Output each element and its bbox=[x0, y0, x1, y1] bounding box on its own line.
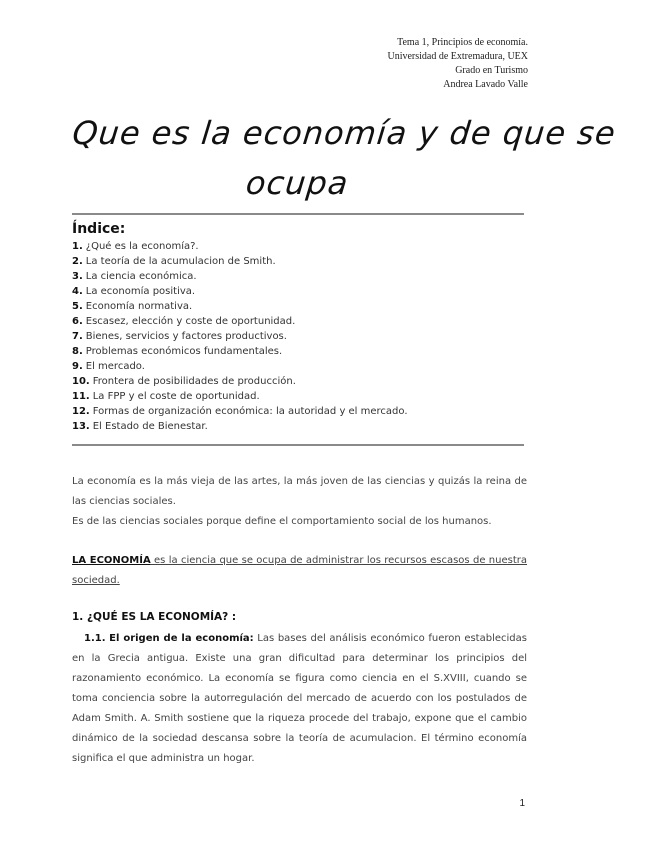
index-item: 9. El mercado. bbox=[72, 361, 145, 372]
index-item: 10. Frontera de posibilidades de producción. bbox=[72, 376, 296, 387]
bottom-divider bbox=[72, 444, 524, 446]
definition-paragraph bbox=[72, 551, 527, 591]
section-heading: 1. ¿QUÉ ES LA ECONOMÍA? : bbox=[72, 611, 237, 623]
document-header bbox=[387, 36, 528, 92]
index-item: 1. ¿Qué es la economía?. bbox=[72, 241, 199, 252]
index-item: 12. Formas de organización económica: la autoridad y el mercado. bbox=[72, 406, 408, 417]
section-body-paragraph bbox=[72, 629, 527, 769]
definition-term: LA ECONOMÍA bbox=[72, 555, 151, 566]
header-degree: Grado en Turismo bbox=[455, 65, 528, 76]
intro-sentence-2: Es de las ciencias sociales porque define el comportamiento social de los humanos. bbox=[72, 516, 492, 527]
index-item: 13. El Estado de Bienestar. bbox=[72, 421, 208, 432]
page-number: 1 bbox=[519, 798, 525, 809]
index-item: 6. Escasez, elección y coste de oportunidad. bbox=[72, 316, 296, 327]
index-item: 4. La economía positiva. bbox=[72, 286, 196, 297]
document-title bbox=[65, 108, 618, 208]
index-item: 11. La FPP y el coste de oportunidad. bbox=[72, 391, 260, 402]
header-course: Tema 1, Principios de economía. bbox=[397, 37, 528, 48]
intro-sentence-1: La economía es la más vieja de las artes, la más joven de las ciencias y quizás la reina de las ciencias sociales. bbox=[72, 476, 527, 507]
subsection-body: Las bases del análisis económico fueron establecidas en la Grecia antigua. Existe una gran dificultad para determinar los principios del razonamiento económico. La economía se figura como ciencia en el S.XVIII, cuando se toma conciencia sobre la autorregulación del mercado de acuerdo con los postulados de Adam Smith. A. Smith sostiene que la riqueza procede del trabajo, expone que el cambio dinámico de la sociedad descansa sobre la teoría de acumulacion. El término economía significa el que administra un hogar. bbox=[72, 633, 527, 764]
header-author: Andrea Lavado Valle bbox=[443, 79, 528, 90]
index-item: 7. Bienes, servicios y factores productivos. bbox=[72, 331, 287, 342]
index-heading: Índice: bbox=[72, 221, 126, 237]
subsection-title: El origen de la economía: bbox=[109, 633, 254, 644]
intro-paragraph bbox=[72, 472, 527, 532]
index-item: 8. Problemas económicos fundamentales. bbox=[72, 346, 283, 357]
header-university: Universidad de Extremadura, UEX bbox=[387, 51, 528, 62]
title-line-2: ocupa bbox=[244, 164, 351, 202]
index-item: 5. Economía normativa. bbox=[72, 301, 193, 312]
index-item: 3. La ciencia económica. bbox=[72, 271, 197, 282]
definition-text: es la ciencia que se ocupa de administrar los recursos escasos de nuestra sociedad. bbox=[72, 555, 527, 586]
index-item: 2. La teoría de la acumulacion de Smith. bbox=[72, 256, 276, 267]
top-divider bbox=[72, 213, 524, 215]
subsection-number: 1.1. bbox=[84, 633, 106, 644]
title-line-1: Que es la economía y de que se bbox=[70, 114, 618, 152]
index-list bbox=[72, 239, 408, 434]
